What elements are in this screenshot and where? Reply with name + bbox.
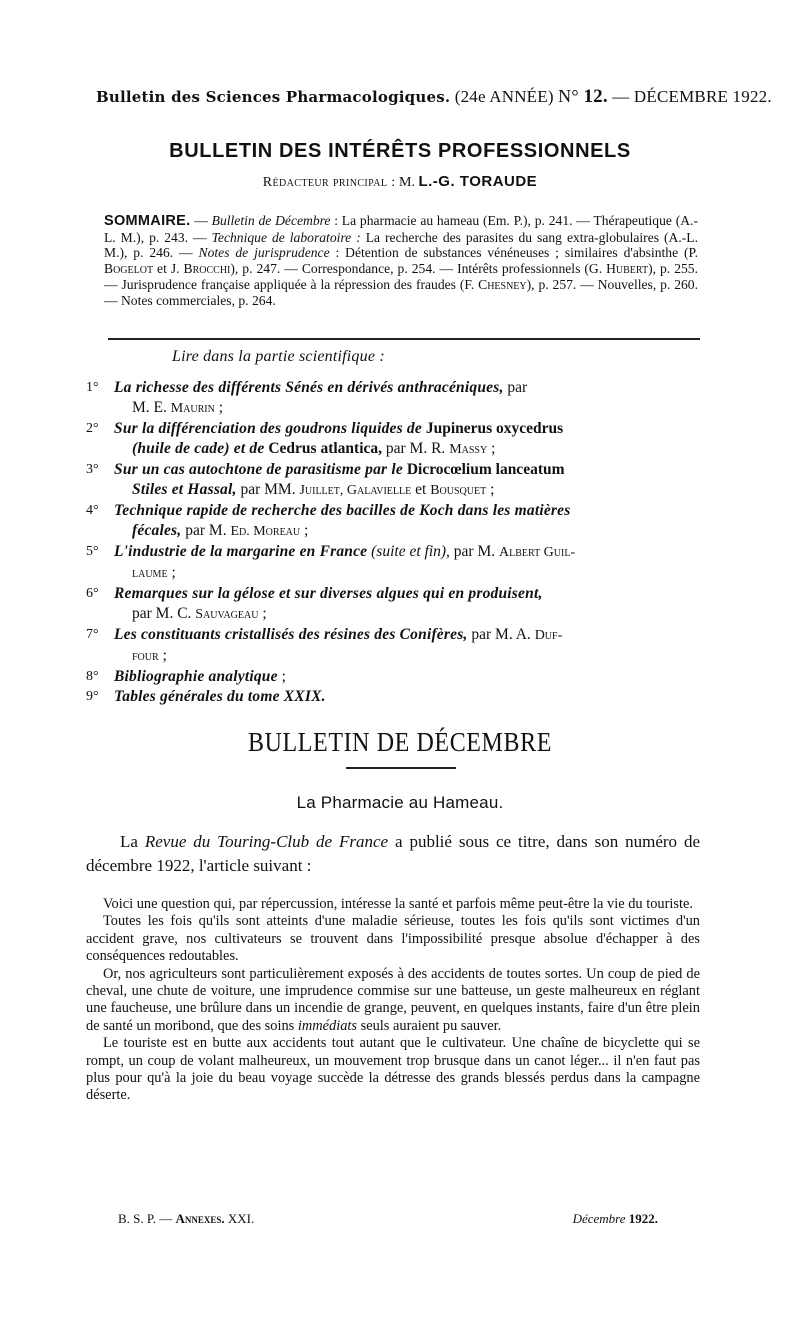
list-item	[86, 584, 702, 625]
item-title: Technique rapide de recherche des bacilles de Koch dans les matières	[114, 502, 571, 519]
item-title: fécales,	[132, 522, 182, 539]
item-number: 2°	[86, 421, 99, 436]
journal-name: Bulletin des Sciences Pharmacologiques.	[96, 88, 451, 106]
summary-text: La recherche des parasites du sang extra-globulaires (A.-L. M.), p. 246. —	[104, 229, 698, 261]
item-author: Maurin	[170, 401, 215, 416]
item-text: par M.	[449, 543, 499, 560]
item-author: laume	[132, 566, 168, 581]
item-title: Remarques sur la gélose et sur diverses algues qui en produisent,	[114, 585, 543, 602]
item-number: 9°	[86, 689, 99, 704]
item-text: ;	[158, 647, 167, 664]
running-head	[96, 86, 772, 108]
item-number: 8°	[86, 669, 99, 684]
item-text: ;	[258, 605, 267, 622]
item-title: Les constituants cristallisés des résines des Conifères,	[114, 626, 468, 643]
summary-text: Notes de jurisprudence	[198, 245, 330, 261]
item-title: Sur un cas autochtone de parasitisme par le	[114, 461, 403, 478]
list-item	[86, 501, 702, 542]
summary-author: Chesney	[478, 276, 527, 292]
list-item	[86, 460, 702, 501]
paragraph: Toutes les fois qu'ils sont atteints d'une maladie sérieuse, toutes les fois qu'ils sont victimes d'un accident grave, nos cultivateurs se trouvent dans l'impossibilité presque absolue d'échapper à des conséquences redoutables.	[86, 913, 700, 965]
main-title: BULLETIN DES INTÉRÊTS PROFESSIONNELS	[169, 140, 631, 162]
item-text: par M.	[181, 522, 231, 539]
editor-name: L.-G. TORAUDE	[418, 173, 538, 190]
item-author: four	[132, 649, 159, 664]
item-title: Tables générales du tome XXIX.	[114, 688, 326, 705]
item-title: La richesse des différents Sénés en dérivés anthracéniques,	[114, 379, 504, 396]
editor-line	[0, 173, 800, 191]
summary-divider	[108, 338, 700, 340]
item-number: 7°	[86, 627, 99, 642]
list-item	[86, 687, 702, 707]
year-label: (24e ANNÉE)	[454, 87, 554, 106]
article-title: La Pharmacie au Hameau.	[296, 793, 504, 812]
item-text: ;	[277, 668, 286, 685]
intro-text: a publié sous ce titre, dans son numéro de décembre 1922, l'article suivant :	[86, 832, 700, 875]
item-title: Stiles et Hassal,	[132, 481, 237, 498]
item-title: (huile de cade) et de	[132, 440, 265, 457]
footer-reference: B. S. P. — Annexes. XXI.	[118, 1211, 255, 1226]
list-item	[86, 667, 702, 687]
item-author: Sauvageau	[195, 607, 259, 622]
list-item	[86, 542, 702, 584]
summary-text: —	[190, 213, 212, 228]
item-text: M. E.	[132, 399, 171, 416]
summary-text: ), p. 257. — Nouvelles, p. 260. — Notes commerciales, p. 264.	[104, 276, 698, 308]
intro-paragraph	[86, 830, 700, 878]
item-species: Cedrus atlantica,	[264, 440, 383, 457]
editor-label: Rédacteur principal :	[262, 175, 396, 190]
item-text: par	[503, 379, 528, 396]
list-item	[86, 419, 702, 460]
item-author: Ed. Moreau	[230, 524, 301, 539]
paragraph-text: Or, nos agriculteurs sont particulièrement exposés à des accidents de toutes sortes. Un coup de pied de cheval, une chute de voiture, une imprudence commise sur une batteuse, un geste malheureux en réglant une faucheuse, une brûlure dans un incendie de grange, peuvent, en quelques instants, faire d'un être plein de santé un moribond, que des soins	[86, 965, 700, 1034]
scientific-contents-list	[86, 378, 702, 707]
publication-name: Revue du Touring-Club de France	[144, 832, 389, 851]
section-title: BULLETIN DE DÉCEMBRE	[248, 727, 552, 758]
item-text: (suite et fin),	[367, 543, 450, 560]
summary-text: : La pharmacie au hameau (Em. P.), p. 241. — Thérapeutique (A.-L. M.), p. 243. —	[104, 213, 698, 245]
summary-text: Bulletin de Décembre	[211, 213, 331, 228]
item-title: Bibliographie analytique	[114, 668, 278, 685]
item-text: ;	[214, 399, 224, 416]
item-text: et	[411, 481, 431, 498]
item-title: L'industrie de la margarine en France	[114, 543, 368, 560]
section-title-underline	[346, 767, 456, 769]
issue-date: — DÉCEMBRE 1922.	[612, 87, 772, 106]
summary-label: SOMMAIRE.	[104, 213, 191, 229]
issue-number: N° 12.	[558, 86, 608, 107]
item-number: 3°	[86, 462, 99, 477]
quoted-article	[86, 896, 700, 1105]
paragraph: Voici une question qui, par répercussion, intéresse la santé et parfois même peut-être la vie du touriste.	[103, 896, 693, 912]
item-text: ;	[487, 440, 496, 457]
summary-text: ), p. 255. — Jurisprudence française appliquée à la répression des fraudes (F.	[104, 261, 698, 292]
paragraph	[86, 966, 700, 1036]
list-item	[86, 378, 702, 419]
item-number: 4°	[86, 503, 99, 518]
item-text: par M. C.	[132, 605, 196, 622]
summary-text: : Détention de substances vénéneuses ; similaires d'absinthe (P.	[329, 245, 698, 261]
summary-author: Hubert	[606, 261, 649, 277]
item-author: Duf-	[534, 628, 563, 643]
item-text: par M. A.	[467, 626, 535, 643]
item-number: 6°	[86, 586, 99, 601]
item-text: ;	[300, 522, 309, 539]
summary-paragraph	[104, 213, 698, 308]
scientific-part-heading: Lire dans la partie scientifique :	[172, 348, 385, 365]
summary-author: Brocchi	[183, 261, 231, 277]
footer-date: Décembre 1922.	[572, 1211, 658, 1226]
item-text: par MM.	[236, 481, 300, 498]
list-item	[86, 625, 702, 667]
item-author: Bousquet	[430, 483, 487, 498]
item-number: 1°	[86, 380, 99, 395]
item-title: Sur la différenciation des goudrons liquides de	[114, 420, 422, 437]
summary-text: Technique de laboratoire :	[211, 229, 361, 245]
item-species: Jupinerus oxycedrus	[421, 420, 564, 437]
item-number: 5°	[86, 544, 99, 559]
intro-text: La	[120, 832, 145, 851]
summary-author: Bogelot	[104, 261, 154, 277]
item-species: Dicrocœlium lanceatum	[402, 461, 565, 478]
item-author: Albert Guil-	[499, 545, 576, 560]
item-author: Massy	[449, 442, 488, 457]
summary-text: ), p. 247. — Correspondance, p. 254. — Intérêts professionnels (G.	[230, 261, 607, 277]
item-text: ;	[167, 564, 176, 581]
item-text: ;	[486, 481, 495, 498]
editor-prefix: M.	[399, 175, 415, 190]
summary-text: et J.	[153, 261, 184, 277]
paragraph-text: seuls auraient pu sauver.	[357, 1017, 502, 1034]
item-text: par M. R.	[382, 440, 450, 457]
emphasis: immédiats	[297, 1017, 358, 1034]
item-author: Juillet, Galavielle	[299, 483, 412, 498]
paragraph: Le touriste est en butte aux accidents tout autant que le cultivateur. Une chaîne de bicyclette qui se rompt, un coup de volant malheureux, un mouvement trop brusque dans un canot léger... il n'en faut pas plus pour qu'à la joie du beau voyage succède la détresse des grands blessés perdus dans la campagne déserte.	[86, 1035, 700, 1104]
